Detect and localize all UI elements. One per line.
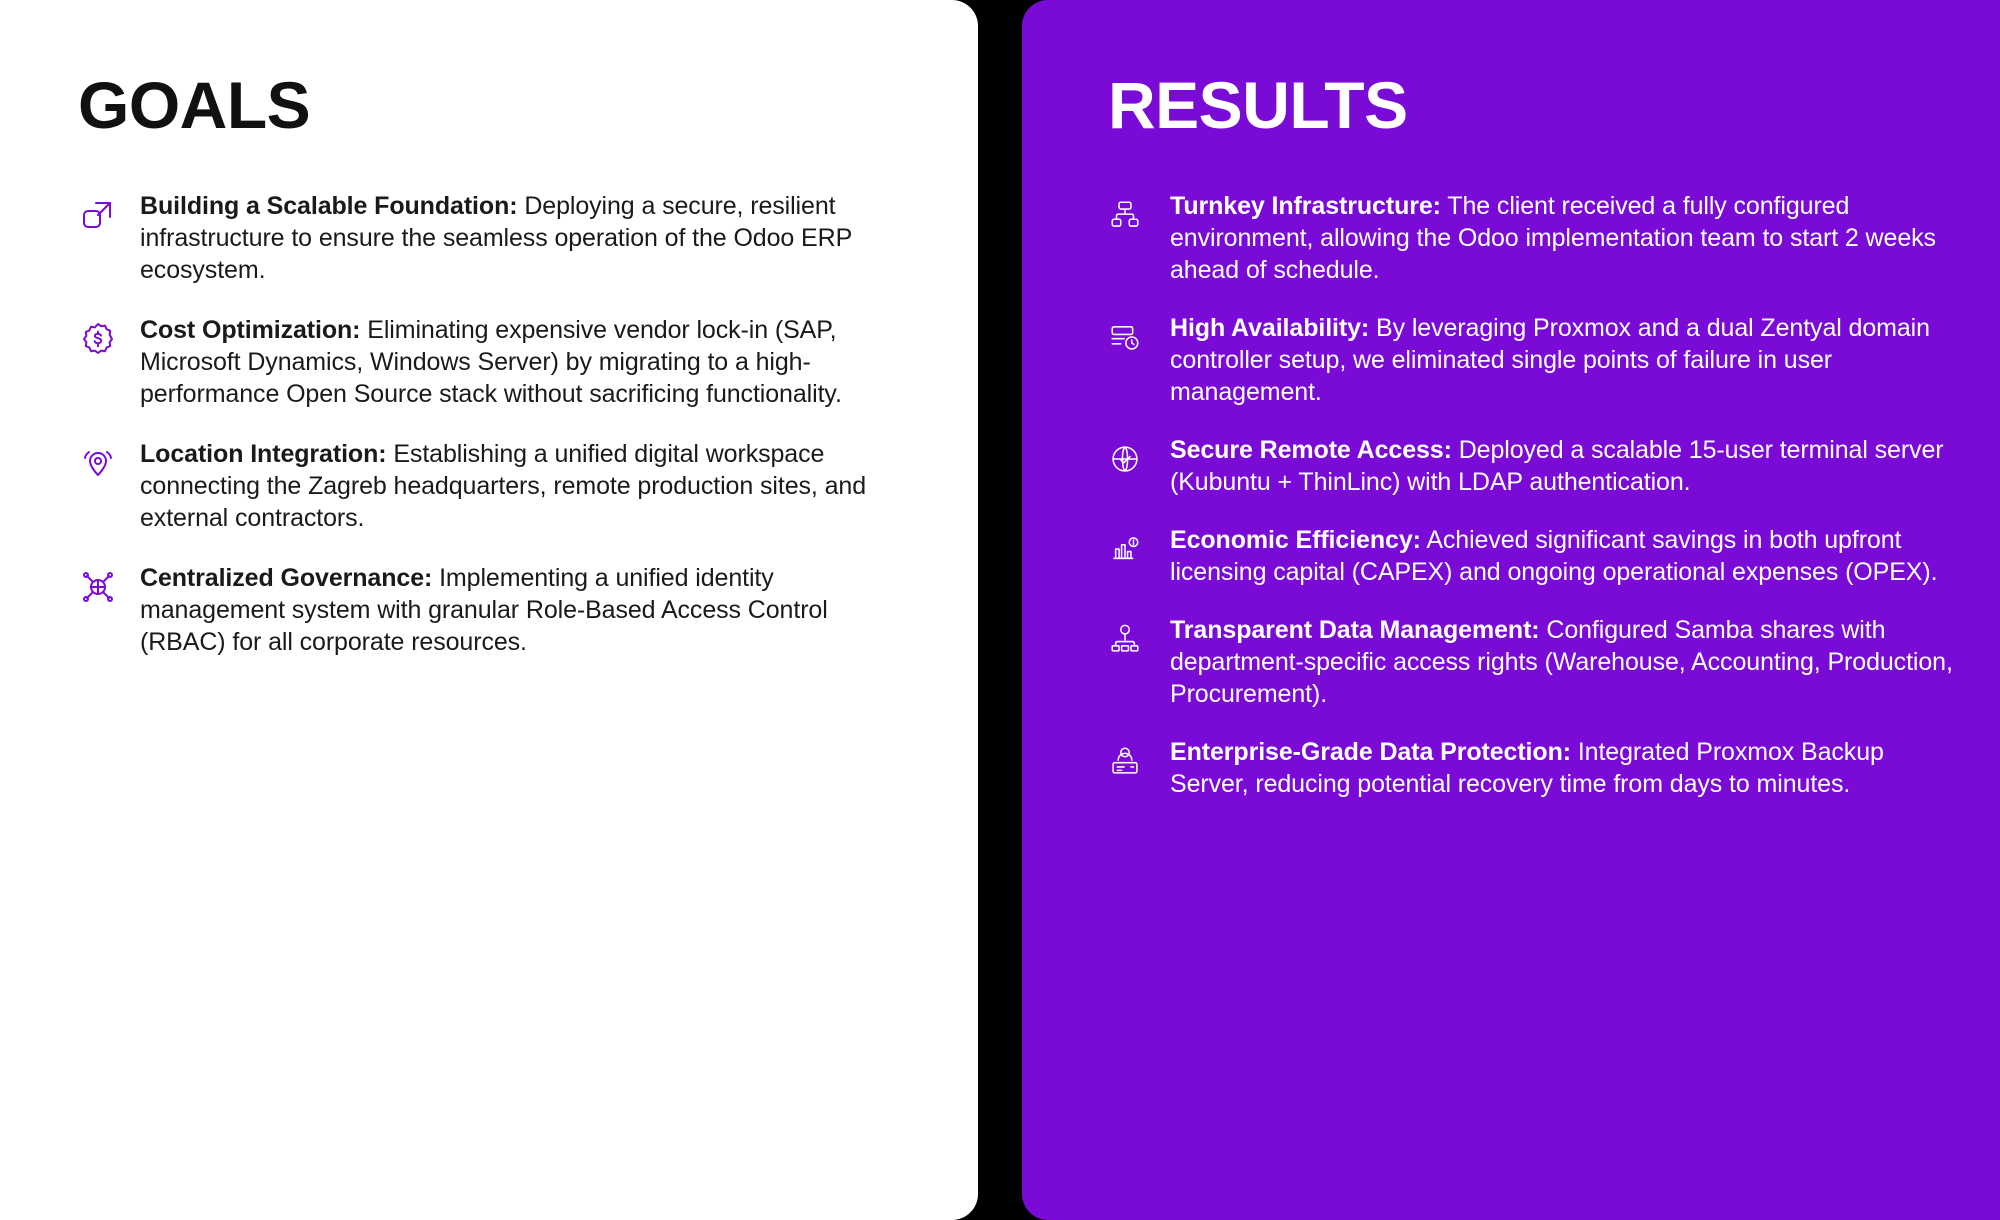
server-network-icon: [1108, 190, 1170, 236]
list-item: [1108, 434, 1958, 498]
list-item: [1108, 524, 1958, 588]
goal-body: Implementing a unified identity management system with granular Role-Based Access Control (RBAC) for all corporate resources.: [140, 564, 828, 656]
list-item: [1108, 736, 1958, 800]
result-lead: Turnkey Infrastructure:: [1170, 192, 1441, 220]
result-text: [1170, 312, 1958, 408]
result-body: Deployed a scalable 15-user terminal server (Kubuntu + ThinLinc) with LDAP authentication.: [1170, 436, 1944, 496]
result-body: Integrated Proxmox Backup Server, reducing potential recovery time from days to minutes.: [1170, 738, 1884, 798]
result-body: Achieved significant savings in both upfront licensing capital (CAPEX) and ongoing operational expenses (OPEX).: [1170, 526, 1938, 586]
goal-text: [140, 190, 916, 286]
cost-gear-dollar-icon: [78, 314, 140, 360]
goal-text: [140, 314, 916, 410]
result-text: [1170, 614, 1958, 710]
goal-text: [140, 438, 916, 534]
results-title: RESULTS: [1108, 68, 1408, 142]
network-governance-icon: [78, 562, 140, 608]
goal-body: Eliminating expensive vendor lock-in (SAP, Microsoft Dynamics, Windows Server) by migrating to a high-performance Open Source stack without sacrificing functionality.: [140, 316, 842, 408]
result-lead: High Availability:: [1170, 314, 1370, 342]
list-item: [78, 314, 916, 410]
chart-savings-icon: [1108, 524, 1170, 570]
list-item: [1108, 312, 1958, 408]
list-item: [78, 562, 916, 658]
scale-expand-icon: [78, 190, 140, 236]
goal-lead: Location Integration:: [140, 440, 387, 468]
result-body: The client received a fully configured environment, allowing the Odoo implementation team to start 2 weeks ahead of schedule.: [1170, 192, 1936, 284]
list-item: [78, 438, 916, 534]
list-item: [1108, 190, 1958, 286]
result-text: [1170, 434, 1958, 498]
goal-text: [140, 562, 916, 658]
result-body: Configured Samba shares with department-specific access rights (Warehouse, Accounting, Production, Procurement).: [1170, 616, 1953, 708]
goal-lead: Cost Optimization:: [140, 316, 361, 344]
list-item: [1108, 614, 1958, 710]
list-item: [78, 190, 916, 286]
result-text: [1170, 190, 1958, 286]
goals-list: [78, 190, 916, 658]
goal-lead: Centralized Governance:: [140, 564, 433, 592]
results-list: [1108, 190, 1958, 800]
result-lead: Secure Remote Access:: [1170, 436, 1452, 464]
location-pin-icon: [78, 438, 140, 484]
goal-lead: Building a Scalable Foundation:: [140, 192, 518, 220]
result-lead: Enterprise-Grade Data Protection:: [1170, 738, 1571, 766]
globe-check-icon: [1108, 434, 1170, 480]
goal-body: Deploying a secure, resilient infrastructure to ensure the seamless operation of the Odoo ERP ecosystem.: [140, 192, 852, 284]
goals-panel: [0, 0, 978, 1220]
result-lead: Transparent Data Management:: [1170, 616, 1540, 644]
result-text: [1170, 736, 1958, 800]
data-share-hierarchy-icon: [1108, 614, 1170, 660]
results-panel: [1022, 0, 2000, 1220]
result-text: [1170, 524, 1958, 588]
result-lead: Economic Efficiency:: [1170, 526, 1421, 554]
server-clock-icon: [1108, 312, 1170, 358]
panel-divider: [978, 0, 1022, 1220]
backup-shield-icon: [1108, 736, 1170, 782]
goal-body: Establishing a unified digital workspace connecting the Zagreb headquarters, remote production sites, and external contractors.: [140, 440, 866, 532]
goals-title: GOALS: [78, 68, 311, 142]
result-body: By leveraging Proxmox and a dual Zentyal domain controller setup, we eliminated single points of failure in user management.: [1170, 314, 1930, 406]
